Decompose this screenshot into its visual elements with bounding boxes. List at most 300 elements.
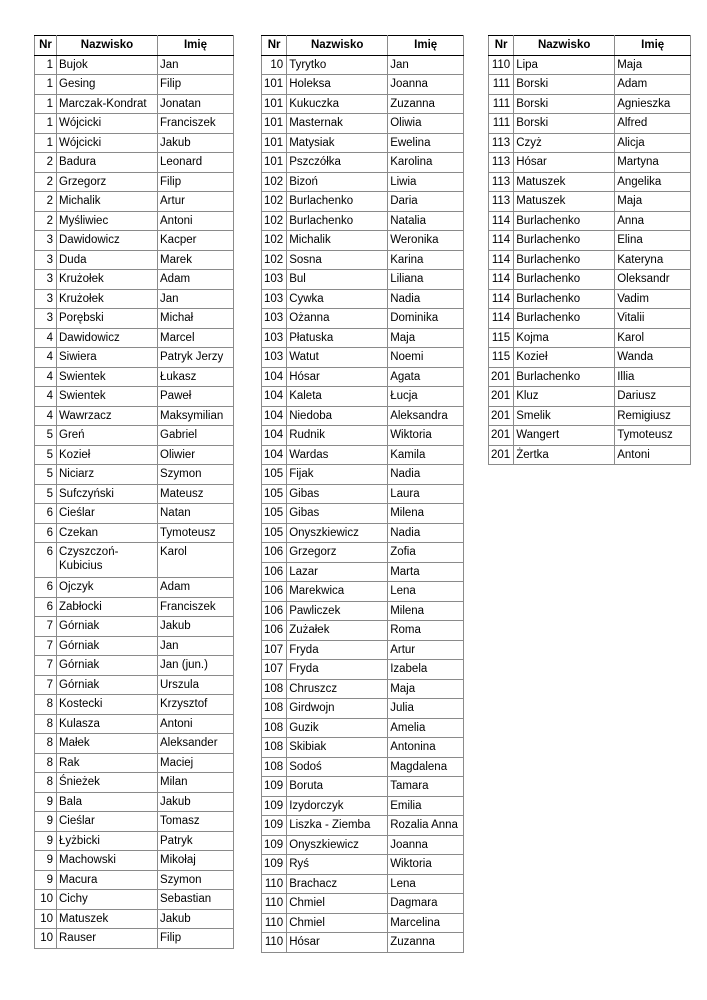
cell-name: Joanna [388,835,464,855]
cell-surname: Zabłocki [57,597,158,617]
cell-surname: Myśliwiec [57,211,158,231]
cell-name: Marta [388,562,464,582]
cell-surname: Wardas [287,445,388,465]
header-row [35,36,234,56]
header-name: Imię [388,36,464,56]
cell-nr: 101 [262,114,287,134]
cell-surname: Krużołek [57,289,158,309]
table-row [262,699,464,719]
table-row [262,913,464,933]
cell-nr: 4 [35,328,57,348]
cell-surname: Kozieł [57,445,158,465]
cell-surname: Chruszcz [287,679,388,699]
cell-nr: 9 [35,870,57,890]
header-name: Imię [158,36,234,56]
cell-name: Filip [158,929,234,949]
cell-nr: 6 [35,597,57,617]
table-row [262,855,464,875]
cell-nr: 105 [262,504,287,524]
cell-name: Dariusz [615,387,691,407]
cell-nr: 108 [262,738,287,758]
cell-nr: 104 [262,367,287,387]
cell-surname: Ojczyk [57,578,158,598]
cell-surname: Onyszkiewicz [287,523,388,543]
cell-surname: Lazar [287,562,388,582]
cell-name: Adam [158,578,234,598]
cell-name: Karolina [388,153,464,173]
cell-surname: Kaleta [287,387,388,407]
table-row [262,718,464,738]
cell-surname: Borski [514,114,615,134]
table-row [35,504,234,524]
table-row [35,523,234,543]
cell-nr: 108 [262,718,287,738]
cell-surname: Hósar [514,153,615,173]
table-row [489,348,691,368]
cell-name: Julia [388,699,464,719]
name-table-3 [488,35,691,465]
table-row [35,773,234,793]
cell-nr: 106 [262,601,287,621]
cell-surname: Matysiak [287,133,388,153]
cell-surname: Grzegorz [287,543,388,563]
cell-nr: 4 [35,406,57,426]
cell-surname: Dawidowicz [57,328,158,348]
cell-name: Franciszek [158,114,234,134]
table-row [489,133,691,153]
cell-surname: Sodoś [287,757,388,777]
cell-nr: 109 [262,835,287,855]
cell-surname: Gibas [287,504,388,524]
header-surname: Nazwisko [57,36,158,56]
cell-nr: 5 [35,426,57,446]
cell-name: Oliwier [158,445,234,465]
table-row [489,231,691,251]
cell-name: Franciszek [158,597,234,617]
cell-surname: Sosna [287,250,388,270]
cell-surname: Niciarz [57,465,158,485]
cell-name: Amelia [388,718,464,738]
table-row [262,445,464,465]
table-row [489,153,691,173]
table-row [35,387,234,407]
table-row [262,894,464,914]
cell-nr: 107 [262,660,287,680]
cell-surname: Niedoba [287,406,388,426]
cell-surname: Brachacz [287,874,388,894]
cell-nr: 104 [262,406,287,426]
cell-name: Jakub [158,617,234,637]
table-row [262,231,464,251]
cell-surname: Siwiera [57,348,158,368]
cell-name: Remigiusz [615,406,691,426]
cell-nr: 109 [262,816,287,836]
cell-surname: Rudnik [287,426,388,446]
cell-nr: 201 [489,406,514,426]
cell-name: Magdalena [388,757,464,777]
cell-name: Agata [388,367,464,387]
table-row [489,289,691,309]
cell-name: Wiktoria [388,426,464,446]
table-row [262,75,464,95]
cell-nr: 3 [35,270,57,290]
cell-name: Adam [158,270,234,290]
table-row [35,812,234,832]
cell-nr: 107 [262,640,287,660]
header-surname: Nazwisko [287,36,388,56]
cell-name: Jonatan [158,94,234,114]
cell-surname: Watut [287,348,388,368]
cell-name: Marcel [158,328,234,348]
cell-nr: 102 [262,211,287,231]
cell-name: Jan [158,289,234,309]
cell-surname: Wawrzacz [57,406,158,426]
cell-name: Zuzanna [388,933,464,953]
name-table-2 [261,35,464,953]
header-nr: Nr [489,36,514,56]
cell-name: Noemi [388,348,464,368]
cell-surname: Smelik [514,406,615,426]
cell-name: Joanna [388,75,464,95]
cell-nr: 104 [262,445,287,465]
cell-name: Vadim [615,289,691,309]
cell-name: Karina [388,250,464,270]
table-row [35,831,234,851]
header-row [262,36,464,56]
cell-surname: Fryda [287,640,388,660]
table-row [489,211,691,231]
cell-nr: 2 [35,172,57,192]
cell-surname: Borski [514,75,615,95]
table-row [35,656,234,676]
cell-name: Lena [388,582,464,602]
cell-surname: Krużołek [57,270,158,290]
table-row [35,714,234,734]
cell-surname: Bala [57,792,158,812]
cell-nr: 114 [489,289,514,309]
cell-nr: 110 [262,874,287,894]
cell-surname: Porębski [57,309,158,329]
table-row [262,777,464,797]
cell-name: Weronika [388,231,464,251]
table-row [489,55,691,75]
cell-surname: Wangert [514,426,615,446]
cell-surname: Swientek [57,387,158,407]
table-row [35,675,234,695]
cell-name: Roma [388,621,464,641]
cell-surname: Bul [287,270,388,290]
cell-surname: Kozieł [514,348,615,368]
table-row [35,211,234,231]
cell-surname: Gesing [57,75,158,95]
table-row [489,250,691,270]
cell-name: Gabriel [158,426,234,446]
cell-surname: Żertka [514,445,615,465]
cell-nr: 7 [35,617,57,637]
table-row [262,270,464,290]
cell-name: Maja [388,679,464,699]
table-row [35,172,234,192]
cell-surname: Pawliczek [287,601,388,621]
cell-nr: 108 [262,679,287,699]
cell-nr: 1 [35,75,57,95]
table-row [262,933,464,953]
cell-nr: 8 [35,734,57,754]
cell-name: Laura [388,484,464,504]
cell-nr: 115 [489,348,514,368]
cell-nr: 111 [489,114,514,134]
table-row [489,270,691,290]
cell-surname: Liszka - Ziemba [287,816,388,836]
cell-name: Zofia [388,543,464,563]
cell-name: Emilia [388,796,464,816]
header-surname: Nazwisko [514,36,615,56]
cell-nr: 2 [35,153,57,173]
cell-name: Marcelina [388,913,464,933]
cell-nr: 114 [489,270,514,290]
table-row [262,387,464,407]
cell-name: Nadia [388,465,464,485]
table-row [262,328,464,348]
cell-surname: Kostecki [57,695,158,715]
cell-nr: 104 [262,387,287,407]
table-row [262,484,464,504]
cell-surname: Hósar [287,933,388,953]
table-row [262,582,464,602]
table-row [35,890,234,910]
cell-surname: Duda [57,250,158,270]
cell-name: Krzysztof [158,695,234,715]
cell-nr: 201 [489,367,514,387]
table-row [262,133,464,153]
cell-name: Antoni [615,445,691,465]
cell-name: Anna [615,211,691,231]
cell-name: Antoni [158,714,234,734]
table-row [35,348,234,368]
cell-nr: 111 [489,94,514,114]
cell-name: Karol [158,543,234,578]
cell-nr: 102 [262,192,287,212]
cell-nr: 110 [262,913,287,933]
cell-nr: 113 [489,192,514,212]
cell-name: Milena [388,601,464,621]
cell-name: Paweł [158,387,234,407]
cell-nr: 102 [262,172,287,192]
table-row [489,387,691,407]
cell-nr: 3 [35,231,57,251]
cell-surname: Gibas [287,484,388,504]
cell-surname: Sufczyński [57,484,158,504]
cell-surname: Czekan [57,523,158,543]
cell-surname: Burlachenko [514,309,615,329]
cell-nr: 8 [35,695,57,715]
table-row [35,231,234,251]
table-row [262,153,464,173]
table-row [262,114,464,134]
cell-nr: 3 [35,250,57,270]
cell-nr: 6 [35,504,57,524]
cell-surname: Burlachenko [514,270,615,290]
table-row [262,465,464,485]
cell-surname: Boruta [287,777,388,797]
table-row [262,640,464,660]
cell-nr: 9 [35,812,57,832]
cell-nr: 114 [489,309,514,329]
cell-name: Łucja [388,387,464,407]
header-nr: Nr [262,36,287,56]
table-row [489,309,691,329]
cell-nr: 6 [35,523,57,543]
cell-name: Kacper [158,231,234,251]
cell-name: Sebastian [158,890,234,910]
table-row [489,367,691,387]
header-nr: Nr [35,36,57,56]
cell-name: Daria [388,192,464,212]
cell-surname: Guzik [287,718,388,738]
table-row [489,445,691,465]
cell-nr: 105 [262,523,287,543]
table-row [35,578,234,598]
cell-surname: Michalik [57,192,158,212]
cell-name: Dominika [388,309,464,329]
table-row [35,133,234,153]
cell-surname: Matuszek [514,172,615,192]
table-row [35,328,234,348]
cell-name: Filip [158,75,234,95]
cell-nr: 201 [489,387,514,407]
cell-nr: 8 [35,753,57,773]
cell-nr: 110 [262,933,287,953]
cell-surname: Onyszkiewicz [287,835,388,855]
table-row [489,172,691,192]
table-row [35,465,234,485]
table-row [262,504,464,524]
cell-surname: Cywka [287,289,388,309]
cell-surname: Hósar [287,367,388,387]
cell-surname: Burlachenko [287,192,388,212]
table-row [262,94,464,114]
cell-nr: 4 [35,367,57,387]
cell-nr: 103 [262,348,287,368]
cell-name: Vitalii [615,309,691,329]
cell-nr: 109 [262,777,287,797]
cell-name: Aleksandra [388,406,464,426]
cell-surname: Izydorczyk [287,796,388,816]
table-row [262,835,464,855]
cell-nr: 101 [262,153,287,173]
cell-name: Michał [158,309,234,329]
cell-name: Wanda [615,348,691,368]
cell-surname: Pszczółka [287,153,388,173]
cell-nr: 103 [262,328,287,348]
cell-nr: 9 [35,831,57,851]
cell-name: Maja [615,55,691,75]
cell-nr: 114 [489,231,514,251]
cell-nr: 8 [35,773,57,793]
cell-nr: 1 [35,114,57,134]
table-row [489,406,691,426]
cell-surname: Michalik [287,231,388,251]
cell-surname: Łyżbicki [57,831,158,851]
cell-name: Oliwia [388,114,464,134]
table-row [262,250,464,270]
cell-name: Jakub [158,133,234,153]
cell-nr: 6 [35,578,57,598]
cell-nr: 111 [489,75,514,95]
cell-nr: 2 [35,192,57,212]
cell-nr: 10 [35,929,57,949]
cell-name: Karol [615,328,691,348]
table-row [262,738,464,758]
cell-nr: 102 [262,250,287,270]
cell-nr: 114 [489,250,514,270]
cell-name: Artur [158,192,234,212]
cell-name: Marek [158,250,234,270]
cell-nr: 9 [35,792,57,812]
cell-nr: 10 [35,909,57,929]
table-row [262,523,464,543]
cell-name: Jakub [158,792,234,812]
cell-surname: Czyż [514,133,615,153]
cell-name: Milena [388,504,464,524]
cell-nr: 108 [262,757,287,777]
table-row [35,309,234,329]
cell-name: Jan (jun.) [158,656,234,676]
cell-surname: Kluz [514,387,615,407]
table-row [35,270,234,290]
cell-surname: Wójcicki [57,133,158,153]
cell-surname: Girdwojn [287,699,388,719]
cell-name: Mikołaj [158,851,234,871]
cell-name: Alicja [615,133,691,153]
table-row [35,445,234,465]
cell-nr: 102 [262,231,287,251]
cell-name: Maja [388,328,464,348]
cell-surname: Płatuska [287,328,388,348]
cell-name: Elina [615,231,691,251]
cell-nr: 110 [262,894,287,914]
table-row [35,94,234,114]
table-row [489,114,691,134]
cell-surname: Zużałek [287,621,388,641]
cell-nr: 105 [262,484,287,504]
cell-name: Maciej [158,753,234,773]
table-row [35,426,234,446]
cell-name: Zuzanna [388,94,464,114]
cell-name: Adam [615,75,691,95]
cell-surname: Skibiak [287,738,388,758]
cell-surname: Matuszek [57,909,158,929]
cell-name: Szymon [158,870,234,890]
cell-surname: Rak [57,753,158,773]
cell-name: Maksymilian [158,406,234,426]
table-row [35,543,234,578]
table-row [262,660,464,680]
table-row [489,94,691,114]
cell-surname: Kulasza [57,714,158,734]
cell-surname: Machowski [57,851,158,871]
cell-name: Lena [388,874,464,894]
cell-surname: Macura [57,870,158,890]
cell-name: Jan [388,55,464,75]
cell-surname: Holeksa [287,75,388,95]
cell-name: Maja [615,192,691,212]
cell-name: Aleksander [158,734,234,754]
cell-nr: 101 [262,133,287,153]
cell-name: Tymoteusz [158,523,234,543]
cell-name: Patryk Jerzy [158,348,234,368]
cell-name: Ewelina [388,133,464,153]
